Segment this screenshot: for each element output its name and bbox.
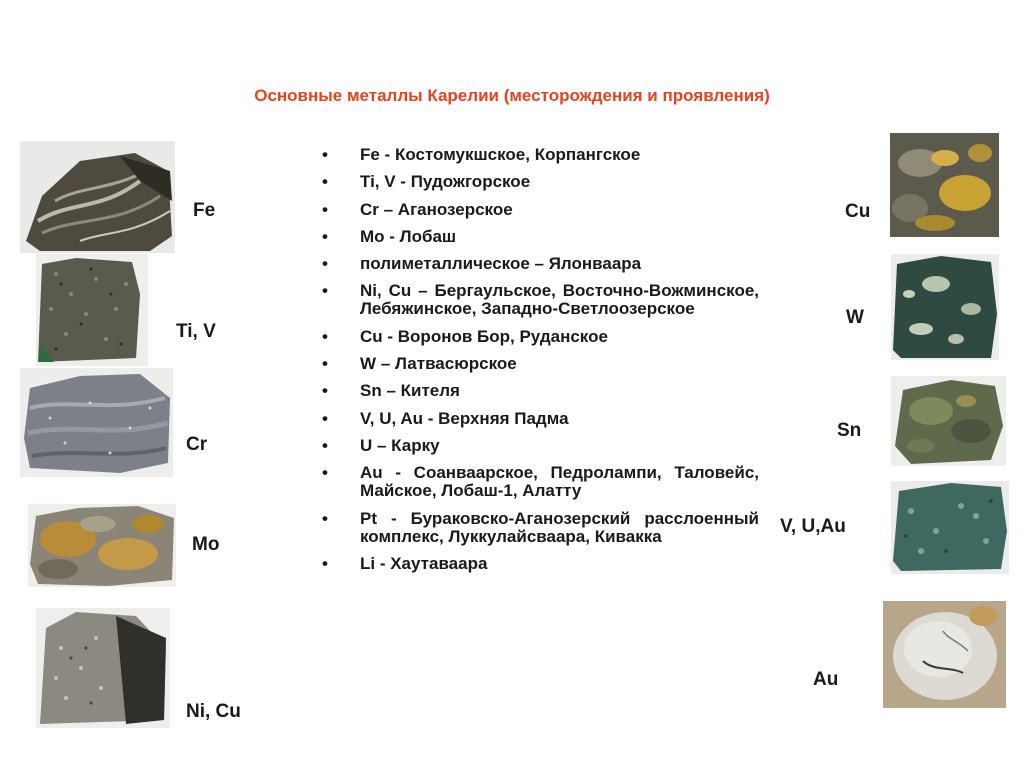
deposit-item: • Li - Хаутаваара [322,555,759,573]
sample-label-ti-v: Ti, V [176,321,216,342]
sample-label-cu: Cu [845,201,871,222]
sample-label-ni-cu: Ni, Cu [186,701,241,722]
deposit-item: • Ti, V - Пудожгорское [322,173,759,191]
sample-label-v-u-au: V, U,Au [780,516,846,537]
sample-label-fe: Fe [193,200,216,221]
ni-cu-rock-photo [36,608,170,728]
sample-label-w: W [846,307,864,328]
sn-rock-photo [891,376,1006,466]
cu-rock-photo [890,133,999,237]
sample-label-sn: Sn [837,420,862,441]
fe-rock-photo [20,141,175,253]
deposit-item: • U – Карку [322,437,759,455]
deposit-item: • Cr – Аганозерское [322,201,759,219]
deposit-item: • Pt - Бураковско-Аганозерский расслоенный комплекс, Луккулайсваара, Кивакка [322,510,759,546]
deposit-item: • Ni, Cu – Бергаульское, Восточно-Вожминское, Лебяжинское, Западно-Светлоозерское [322,282,759,318]
v-u-au-rock-photo [891,481,1009,574]
slide-title: Основные металлы Карелии (месторождения и проявления) [254,86,770,105]
au-rock-photo [883,601,1006,708]
cr-rock-photo [20,368,173,477]
ti-v-rock-photo [36,254,148,366]
w-rock-photo [891,254,999,360]
deposit-item: • V, U, Au - Верхняя Падма [322,410,759,428]
deposit-item: • Au - Соанваарское, Педролампи, Таловейс, Майское, Лобаш-1, Алатту [322,464,759,500]
sample-label-au: Au [813,669,839,690]
sample-label-cr: Cr [186,434,208,455]
sample-label-mo: Mo [192,534,220,555]
deposit-item: • W – Латвасюрское [322,355,759,373]
deposit-item: • Sn – Кителя [322,382,759,400]
deposit-item: • Mo - Лобаш [322,228,759,246]
deposit-item: • Cu - Воронов Бор, Руданское [322,328,759,346]
deposit-list [322,146,759,582]
deposit-item: • Fe - Костомукшское, Корпангское [322,146,759,164]
deposit-item: • полиметаллическое – Ялонваара [322,255,759,273]
mo-rock-photo [28,504,176,587]
